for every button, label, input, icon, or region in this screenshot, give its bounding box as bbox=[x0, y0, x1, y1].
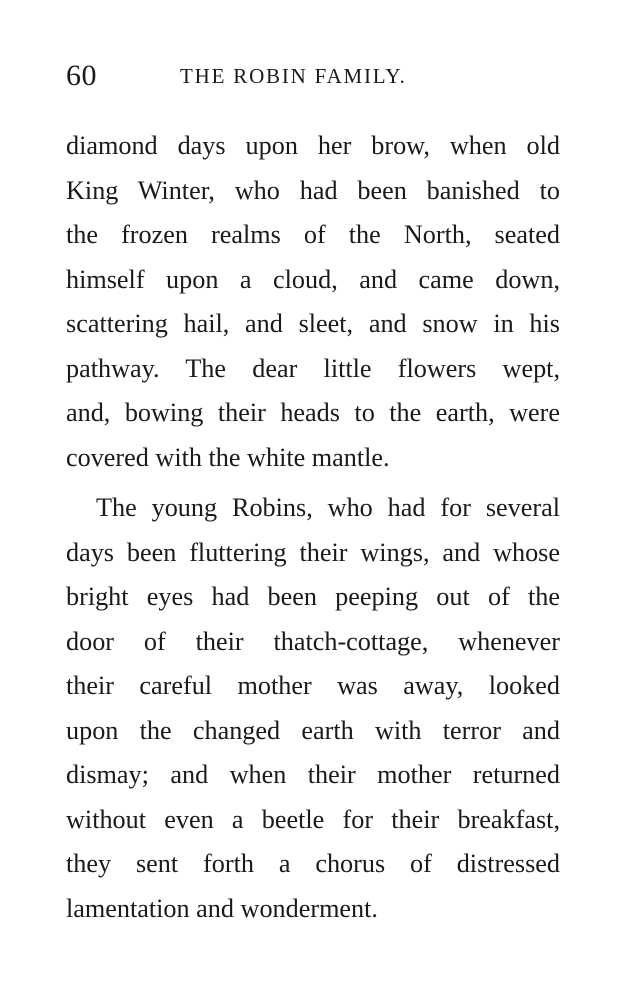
text-line: without even a beetle for their breakfast, bbox=[66, 804, 560, 834]
text-line: The young Robins, who had for several bbox=[96, 493, 560, 522]
paragraph-2 bbox=[66, 486, 560, 931]
text-line: days been fluttering their wings, and whose bbox=[66, 537, 560, 567]
text-line: covered with the white mantle. bbox=[66, 442, 390, 472]
running-title: THE ROBIN FAMILY. bbox=[180, 64, 407, 88]
text-line: and, bowing their heads to the earth, were bbox=[66, 398, 560, 427]
paragraph-1 bbox=[66, 124, 560, 480]
body-text bbox=[66, 124, 560, 931]
page-number: 60 bbox=[66, 59, 97, 92]
text-line: King Winter, who had been banished to bbox=[66, 175, 560, 205]
page-header bbox=[66, 56, 560, 96]
text-line: lamentation and wonderment. bbox=[66, 893, 378, 923]
text-line: himself upon a cloud, and came down, bbox=[66, 264, 560, 294]
text-line: their careful mother was away, looked bbox=[66, 671, 560, 700]
text-line: bright eyes had been peeping out of the bbox=[66, 582, 560, 611]
text-line: they sent forth a chorus of distressed bbox=[66, 849, 560, 878]
text-line: pathway. The dear little flowers wept, bbox=[66, 353, 560, 383]
text-line: diamond days upon her brow, when old bbox=[66, 131, 560, 160]
text-line: upon the changed earth with terror and bbox=[66, 715, 560, 745]
text-line: the frozen realms of the North, seated bbox=[66, 220, 560, 249]
text-line: dismay; and when their mother returned bbox=[66, 760, 560, 789]
text-line: door of their thatch-cottage, whenever bbox=[66, 626, 560, 656]
text-line: scattering hail, and sleet, and snow in his bbox=[66, 309, 560, 338]
